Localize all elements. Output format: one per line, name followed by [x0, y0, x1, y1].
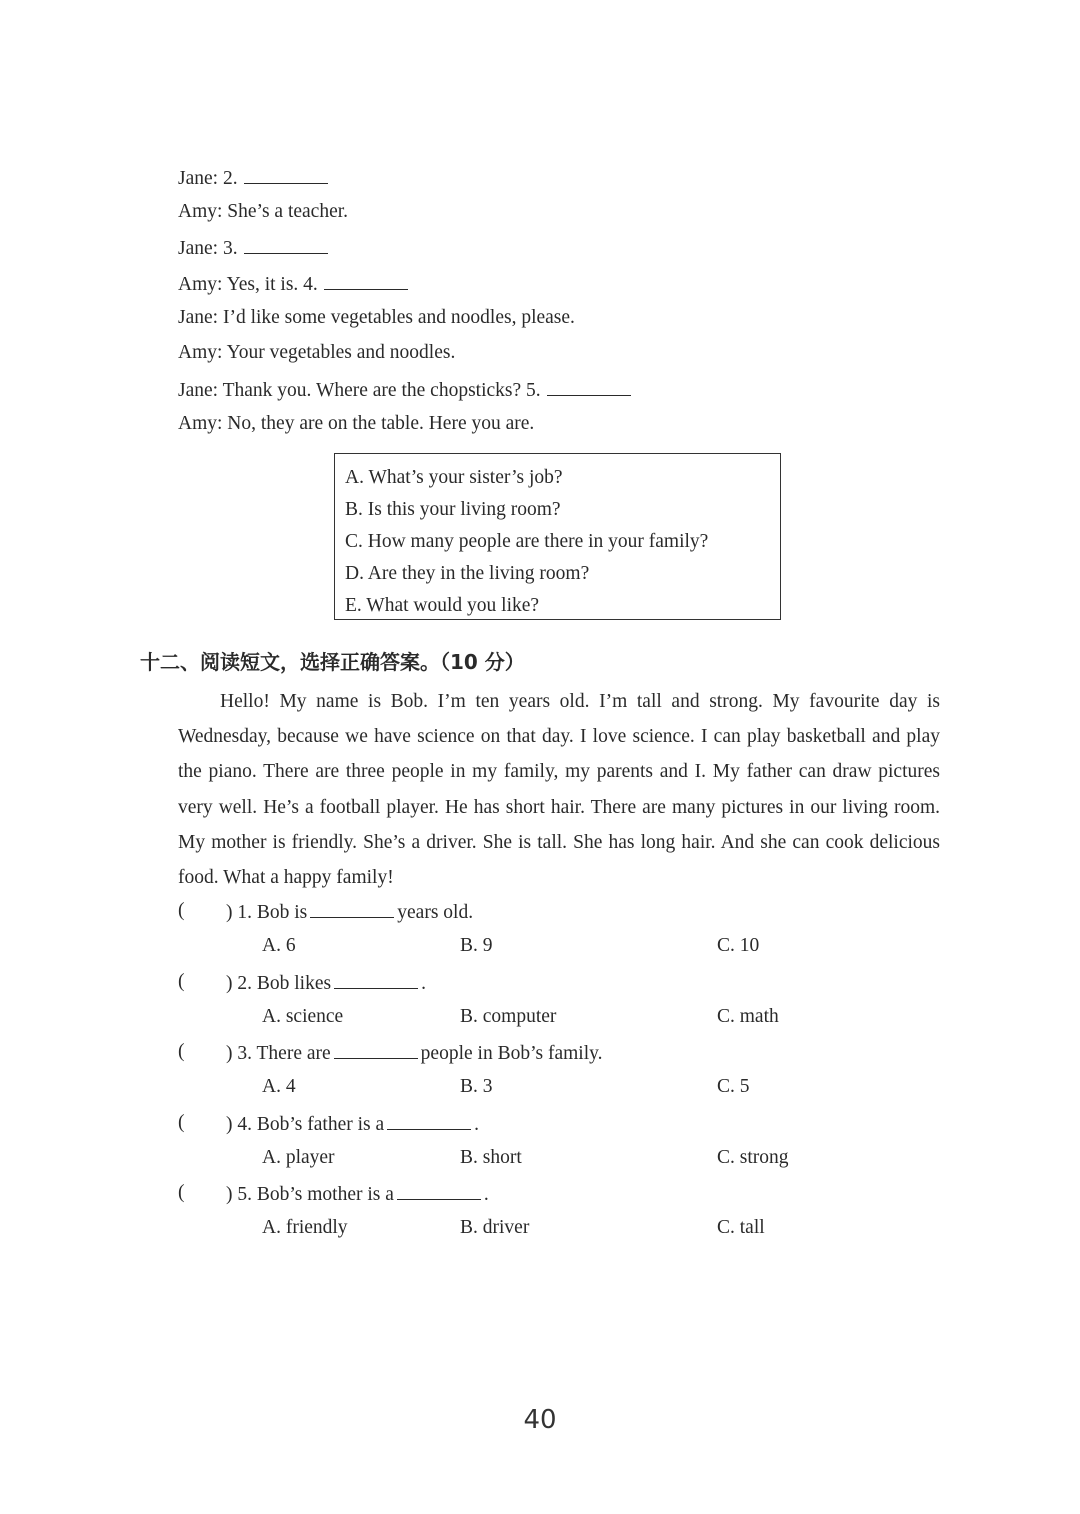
- dialogue-text: Your vegetables and noodles.: [226, 342, 456, 363]
- dialogue-line-2: [178, 200, 348, 224]
- question-text-end: .: [474, 1114, 480, 1135]
- dialogue-line-6: [178, 341, 455, 365]
- dialogue-line-1: [178, 165, 331, 191]
- choice-4a[interactable]: A. player: [262, 1147, 335, 1168]
- question-number: 2.: [222, 168, 238, 189]
- option-d: D. Are they in the living room?: [345, 563, 590, 584]
- dialogue-text: She’s a teacher.: [227, 201, 349, 222]
- answer-blank[interactable]: [310, 899, 394, 918]
- speaker-label: Jane:: [178, 307, 219, 328]
- option-b: B. Is this your living room?: [345, 499, 561, 520]
- question-text-end: .: [483, 1184, 489, 1205]
- choice-2a[interactable]: A. science: [262, 1006, 344, 1027]
- answer-paren[interactable]: (: [178, 1112, 185, 1133]
- choice-1c[interactable]: C. 10: [717, 935, 760, 956]
- choice-1b[interactable]: B. 9: [460, 935, 493, 956]
- dialogue-text: I’d like some vegetables and noodles, please.: [222, 307, 575, 328]
- option-a: A. What’s your sister’s job?: [345, 467, 563, 488]
- question-text: ) 1. Bob is: [226, 902, 308, 923]
- answer-blank[interactable]: [334, 970, 418, 989]
- speaker-label: Amy:: [178, 201, 223, 222]
- dialogue-line-8: [178, 412, 534, 436]
- answer-blank[interactable]: [397, 1181, 481, 1200]
- choice-2b[interactable]: B. computer: [460, 1006, 557, 1027]
- speaker-label: Jane:: [178, 238, 219, 259]
- question-text-end: years old.: [397, 902, 474, 923]
- speaker-label: Amy:: [178, 274, 223, 295]
- answer-paren[interactable]: (: [178, 1182, 185, 1203]
- speaker-label: Jane:: [178, 380, 219, 401]
- page-number: 40: [523, 1405, 557, 1435]
- speaker-label: Jane:: [178, 168, 219, 189]
- answer-blank[interactable]: [324, 271, 408, 290]
- reading-passage: Hello! My name is Bob. I’m ten years old. I’m tall and strong. My favourite day is Wednesday, because we have science on that day. I love science. I can play basketball and play the piano. There are three people in my family, my parents and I. My father can draw pictures very well. He’s a football player. He has short hair. There are many pictures in our living room. My mother is friendly. She’s a driver. She is tall. She has long hair. And she can cook delicious food. What a happy family!: [178, 691, 940, 889]
- answer-blank[interactable]: [547, 377, 631, 396]
- answer-blank[interactable]: [244, 165, 328, 184]
- answer-paren[interactable]: (: [178, 1041, 185, 1062]
- dialogue-line-5: [178, 306, 575, 330]
- choice-1a[interactable]: A. 6: [262, 935, 296, 956]
- answer-blank[interactable]: [244, 235, 328, 254]
- answer-paren[interactable]: (: [178, 900, 185, 921]
- question-text: ) 3. There are: [226, 1043, 331, 1064]
- answer-blank[interactable]: [387, 1111, 471, 1130]
- section-title: 十二、阅读短文，选择正确答案。（10 分）: [140, 650, 525, 674]
- choice-3b[interactable]: B. 3: [460, 1076, 493, 1097]
- choice-2c[interactable]: C. math: [717, 1006, 779, 1027]
- question-text-end: people in Bob’s family.: [420, 1043, 603, 1064]
- question-number: 3.: [222, 238, 238, 259]
- choice-5a[interactable]: A. friendly: [262, 1217, 348, 1238]
- choice-3c[interactable]: C. 5: [717, 1076, 750, 1097]
- choice-5b[interactable]: B. driver: [460, 1217, 530, 1238]
- question-text: ) 5. Bob’s mother is a: [226, 1184, 394, 1205]
- question-text: ) 4. Bob’s father is a: [226, 1114, 385, 1135]
- dialogue-text: Yes, it is. 4.: [226, 274, 318, 295]
- dialogue-line-7: [178, 377, 634, 403]
- dialogue-text: No, they are on the table. Here you are.: [227, 413, 535, 434]
- dialogue-text: Thank you. Where are the chopsticks? 5.: [222, 380, 541, 401]
- question-text-end: .: [421, 973, 426, 994]
- option-e: E. What would you like?: [345, 595, 540, 616]
- answer-blank[interactable]: [334, 1040, 418, 1059]
- choice-4c[interactable]: C. strong: [717, 1147, 789, 1168]
- choice-5c[interactable]: C. tall: [717, 1217, 765, 1238]
- answer-paren[interactable]: (: [178, 971, 185, 992]
- speaker-label: Amy:: [178, 413, 223, 434]
- choice-4b[interactable]: B. short: [460, 1147, 522, 1168]
- choice-3a[interactable]: A. 4: [262, 1076, 296, 1097]
- dialogue-line-4: [178, 271, 411, 297]
- options-box: [334, 453, 781, 620]
- dialogue-line-3: [178, 235, 331, 261]
- question-text: ) 2. Bob likes: [226, 973, 332, 994]
- speaker-label: Amy:: [178, 342, 223, 363]
- option-c: C. How many people are there in your family?: [345, 531, 709, 552]
